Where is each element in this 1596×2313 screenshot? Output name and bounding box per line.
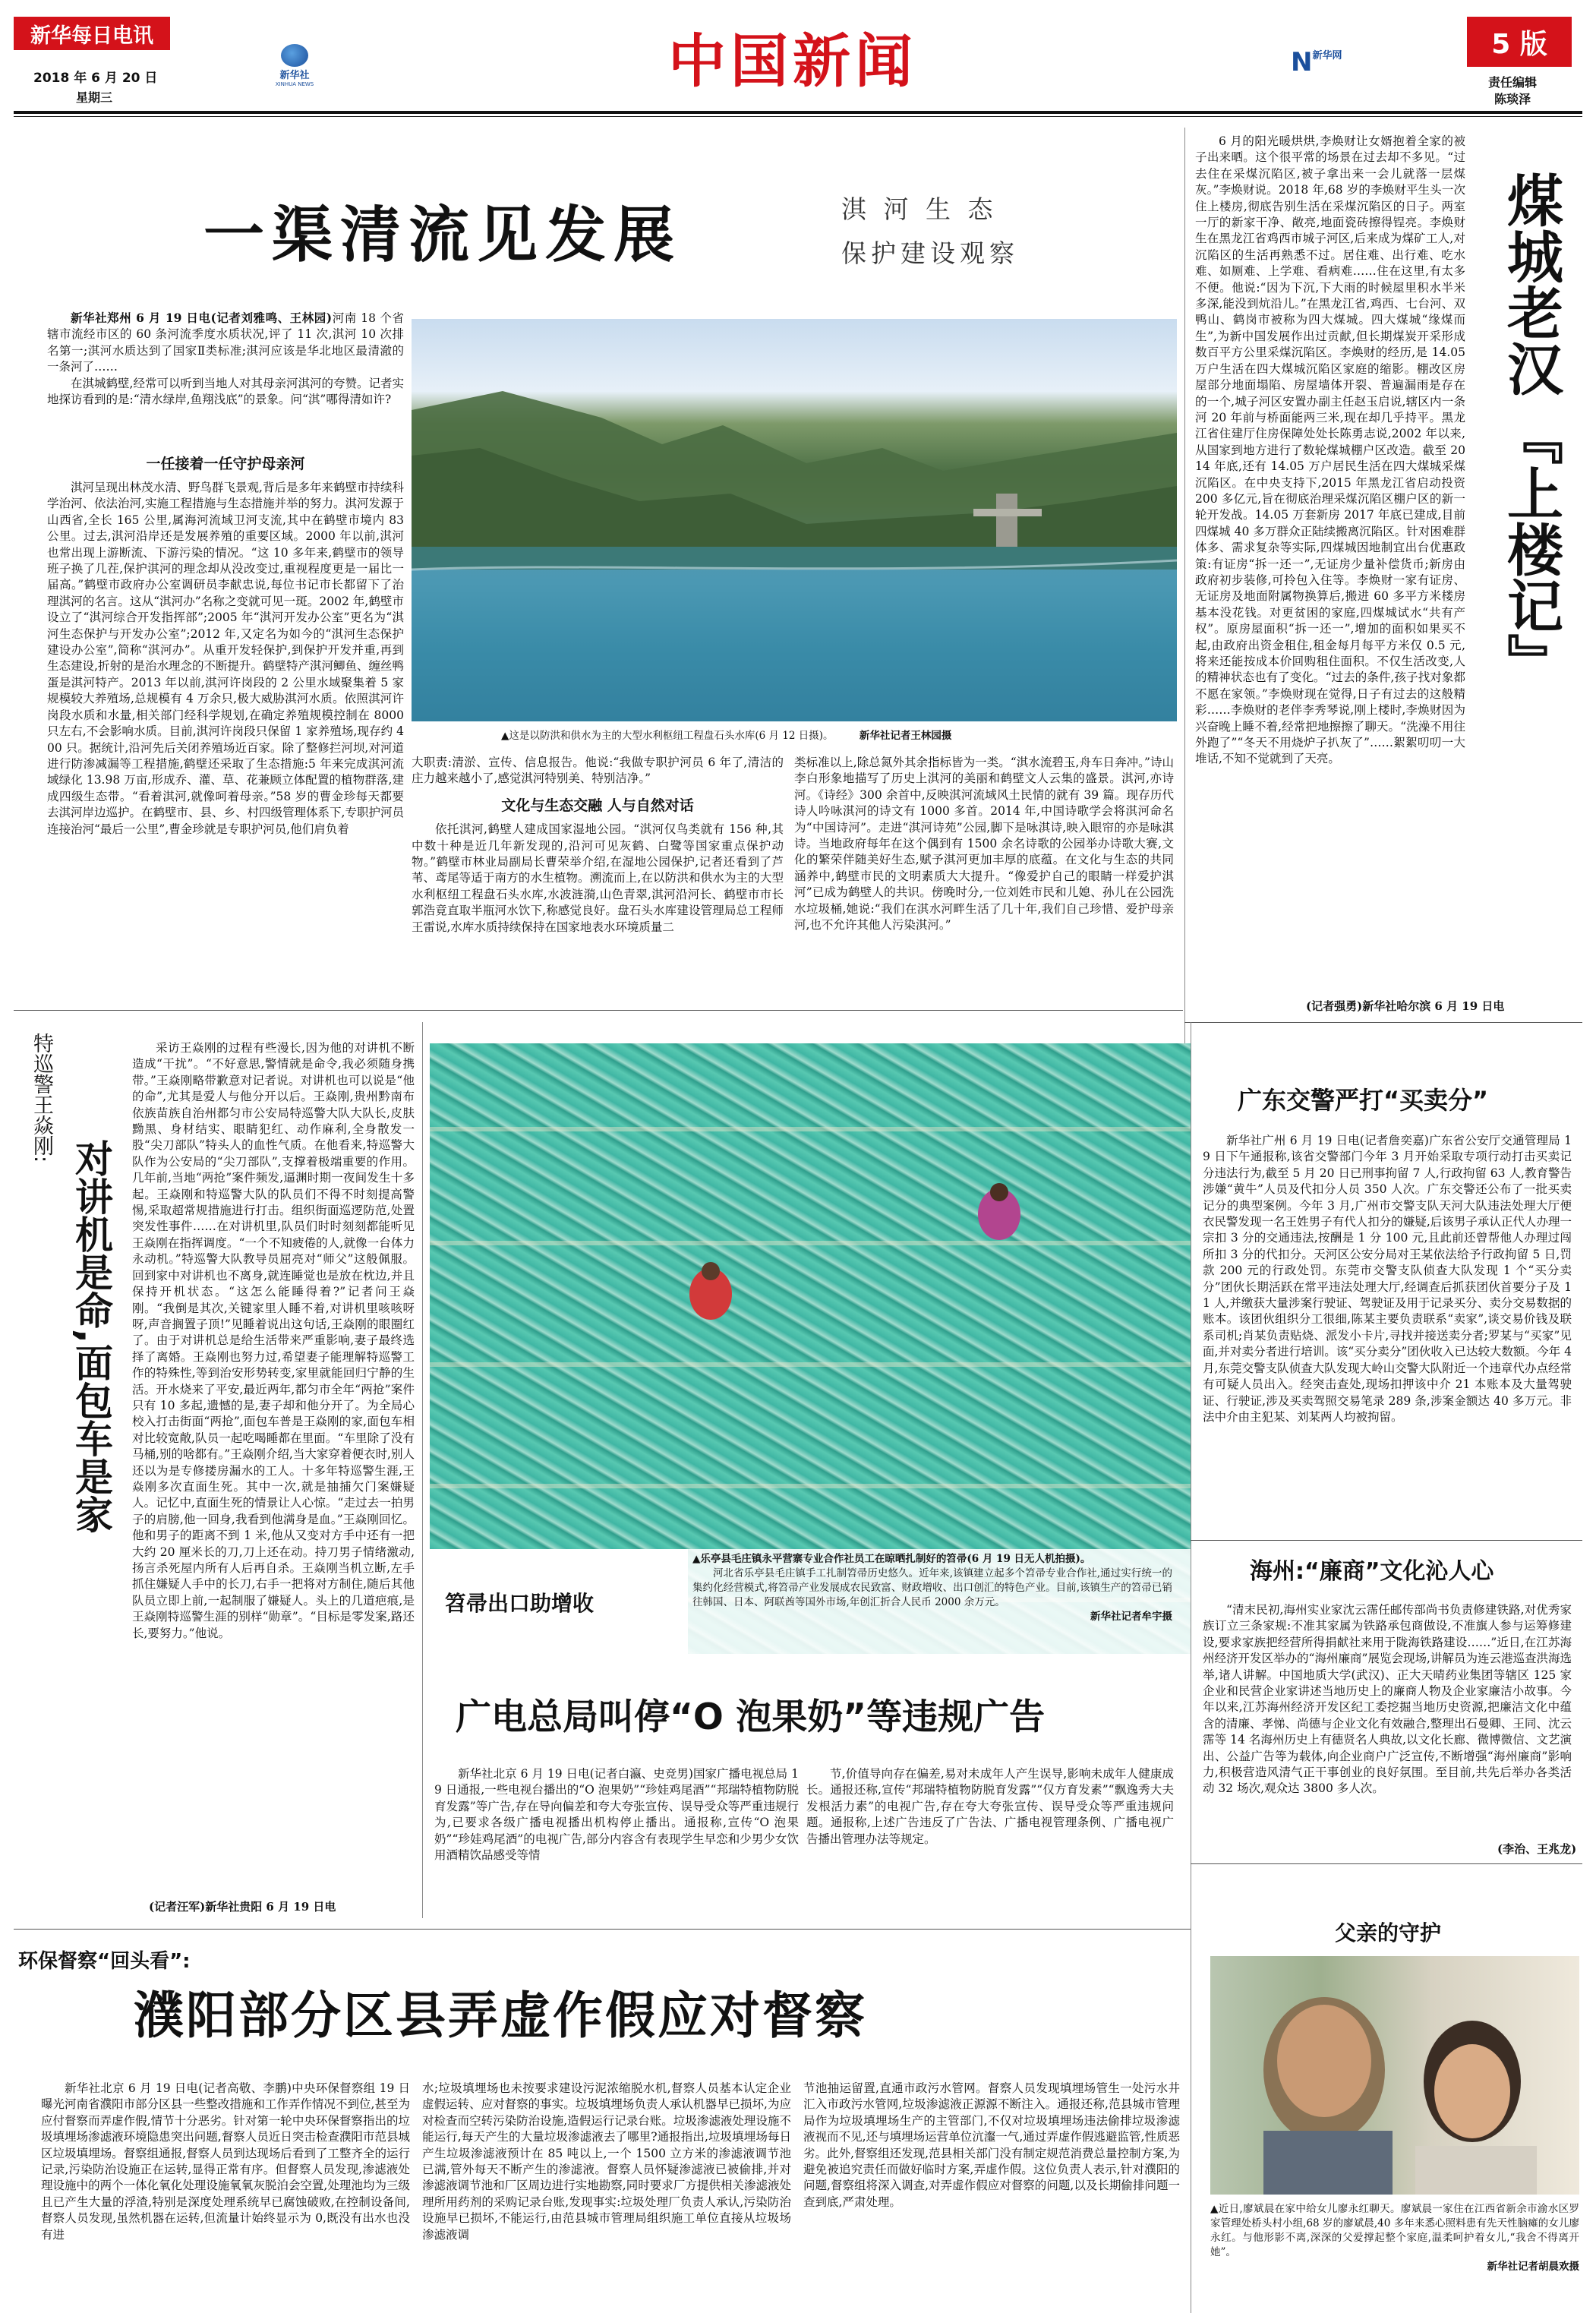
- story1-photo-reservoir: [412, 319, 1177, 721]
- issue-date: 2018 年 6 月 20 日: [33, 71, 158, 86]
- story9-col1: 新华社北京 6 月 19 日电(记者高敬、李鹏)中央环保督察组 19 日曝光河南省濮阳市部分区县一些整改措施和工作弄作情况不到位,甚至为应付督察而弄虚作假,情节十分恶劣。针对第一轮中央环保督察指出的垃圾填埋场渗滤液环境隐患突出问题,督察人员近日突击检查濮阳市范县城区垃圾填埋场。督察组通报,督察人员到达现场后看到了工整齐全的运行记录,污染防治设施正在运转,显得正常有序。但督察人员发现,渗滤液处理设施中的两个一体化氧化处理设施氧氧灰脱泊会空置,处理池均为三级且已产生大量的浮渣,特别是深度处理系统早已腐蚀破败,在控制设备间,督察人员发现,虽然机器在运转,但流量计始终显示为 0,既没有出水也没有进: [41, 2081, 410, 2242]
- story2-headline-3: 老: [1498, 284, 1563, 340]
- story1-photo-credit: 新华社记者王林园摄: [859, 730, 952, 742]
- story2-headline-1: 煤: [1498, 172, 1563, 228]
- story1-subhead-1: 淇 河 生 态: [841, 194, 998, 224]
- story4-photo-title: 笤帚出口助增收: [445, 1591, 595, 1616]
- story2-divider: [1184, 128, 1185, 1062]
- story1-subhead-2: 保护建设观察: [841, 238, 1019, 268]
- story1-bottom-rule: [14, 1010, 1183, 1011]
- story6-bottom-rule: [1191, 1540, 1582, 1541]
- editor-label: 责任编辑: [1488, 75, 1538, 90]
- story9-top-rule: [14, 1929, 1191, 1930]
- editor-name: 陈琰泽: [1494, 92, 1531, 106]
- page-number: [1467, 17, 1572, 67]
- story1-headline: 一渠清流见发展: [203, 200, 682, 270]
- story7-bottom-rule: [1191, 1863, 1582, 1864]
- news-logo: $N^{新华网}$: [1291, 47, 1342, 77]
- story2-signature: (记者强勇)新华社哈尔滨 6 月 19 日电: [1306, 999, 1505, 1013]
- story9-col3: 节池抽运留置,直通市政污水管网。督察人员发现填埋场管生一处污水井汇入市政污水管网,垃圾渗滤液正源源不断注入。通报还称,范县城市管理局作为垃圾填埋场生产的主管部门,不仅对垃圾填埋场违法偷排垃圾渗滤液视而不见,还与填埋场运营单位沆瀣一气,通过弄虚作假逃避监管,性质恶劣。此外,督察组还发现,范县相关部门没有制定规范消费总量控制方案,为避免被追究责任而做好临时方案,弄虚作假。这位负责人表示,针对濮阳的问题,督察组将深入调查,对弄虚作假应对督察的问题,以及长期偷排问题一查到底,严肃处理。: [803, 2081, 1180, 2209]
- story1-col2b-text: 依托淇河,鹤壁人建成国家湿地公园。“淇河仅鸟类就有 156 种,其中数十种是近几年新发现的,沿河可见灰鹤、白鹭等国家重点保护动物。”鹤壁市林业局副局长曹荣举介绍,在湿地公园保护,记者还看到了芦苇、鸢尾等适于南方的水生植物。溯流而上,在以防洪和供水为主的大型水利枢纽工程盘石头水库,水波涟漪,山色青翠,淇河沿河长、鹤壁市市长郭浩竟直取半瓶河水饮下,称感觉良好。盘石头水库建设管理局总工程师王雷说,水库水质持续保持在国家地表水环境质量二: [412, 822, 784, 934]
- story1-col2-text: 大职责:清淤、宣传、信息报告。他说:“我做专职护河员 6 年了,清洁的庄力越来越小了,感觉淇河特别美、特别洁净。”: [412, 756, 784, 786]
- story3-signature: (记者汪军)新华社贵阳 6 月 19 日电: [149, 1900, 336, 1914]
- story7-headline: 海州:“廉商”文化沁人心: [1250, 1558, 1494, 1585]
- xinhua-logo-icon: [281, 44, 308, 67]
- story6-body: 新华社广州 6 月 19 日电(记者詹奕嘉)广东省公安厅交通管理局 19 日下午通报称,该省交警部门今年 3 月开始采取专项行动打击买卖记分违法行为,截至 5 月 20 日已刑事拘留 7 人,行政拘留 63 人,教育警告涉嫌“黄牛”人员及代扣分人员 350 人次。广东交警还公布了一批买卖记分的典型案例。今年 3 月,广州市交警支队天河大队违法处理大厅便衣民警发现一名王姓男子有代人扣分的嫌疑,后该男子承认正代人办理一宗扣 3 分的交通违法,按酬是 1 分 100 元,且此前还曾帮他人办理过闯所扣 3 分的代扣分。天河区公安分局对王某依法给予行政拘留 5 日,罚款 200 元的行政处罚。东莞市交警支队侦查大队发现 1 个“买分卖分”团伙长期活跃在常平违法处理大厅,经调查后抓获团伙首要分子及 11 人,并缴获大量涉案行驶证、驾驶证及用于记录买分、卖分交易数据的账本。该团伙组织分工很细,陈某主要负责联系“卖家”,谈交易价钱及联系司机;肖某负责贴烧、派发小卡片,寻找并接送卖分者;罗某与“买家”见面,并对卖分者进行培训。该“买分卖分”团伙收入已达较大数额。今年 4 月,东莞交警支队侦查大队发现大岭山交警大队附近一个违章代办点经常有可疑人员出入。经突击查处,现场扣押该中介 21 本账本及大量驾驶证、行驶证,涉及买卖驾照交易笔录 289 条,涉案金额达 40 多万元。非法中介由主犯某、刘某两人均被拘留。: [1203, 1134, 1572, 1424]
- masthead-rule: [14, 111, 1582, 114]
- story1-dateline: 新华社郑州 6 月 19 日电(记者刘雅鸣、王林园): [71, 311, 333, 325]
- story1-lead: 河南 18 个省辖市流经市区的 60 条河流季度水质状况,评了 11 次,淇河 10 次排名第一;淇河水质达到了国家Ⅱ类标准;淇河应该是华北地区最清澈的一条河了……: [47, 311, 404, 374]
- story9-col2: 水;垃圾填埋场也未按要求建设污泥浓缩脱水机,督察人员基本认定企业虚假运转、应对督察的事实。垃圾填埋场负责人承认机器早已损坏,为应对检查而空转污染防治设施,造假运行记录台账。垃圾渗滤液处理设施不能运行,每天产生的大量垃圾渗滤液去了哪里?通报指出,垃圾填埋场每日产生垃圾渗滤液预计在 85 吨以上,一个 1500 立方米的渗滤液调节池已满,管外每天不断产生的渗滤液。督察人员怀疑渗滤液已被偷排,并对渗滤液调节池和厂区周边进行实地勘察,同时要求厂方提供相关渗滤液处理所用药剂的采购记录台账,发现事实:垃圾处理厂负责人承认,污染防治设施早已损坏,不能运行,由范县城市管理局组织施工单位直接从垃圾场渗滤液调: [422, 2081, 791, 2242]
- story7-signature: (李治、王兆龙): [1497, 1842, 1577, 1856]
- story8-caption-text: ▲近日,廖斌晨在家中给女儿廖永红聊天。廖斌晨一家住在江西省新余市渝水区罗家管理处桥头村小组,68 岁的廖斌晨,40 多年来悉心照料患有先天性脑瘫的女儿廖永红。与他形影不离,深深的父爱撑起整个家庭,温柔呵护着女儿,“我舍不得离开她”。: [1210, 2203, 1579, 2258]
- xinhua-logo-en: XINHUA NEWS: [275, 81, 314, 87]
- story6-headline: 广东交警严打“买卖分”: [1238, 1086, 1489, 1115]
- page-number-text: 5 版: [1491, 28, 1547, 60]
- story4-caption: [692, 1552, 1172, 1651]
- xinhua-logo-cn: 新华社: [279, 70, 310, 81]
- story1-photo-caption: [501, 729, 1147, 743]
- story2-headline-2: 城: [1498, 228, 1563, 284]
- issue-weekday: 星期三: [76, 90, 113, 105]
- story5-col1: 新华社北京 6 月 19 日电(记者白瀛、史竞男)国家广播电视总局 19 日通报,一些电视台播出的“O 泡果奶”“珍娃鸡尾酒”“邦瑞特植物防脱育发露”等广告,存在导向偏差和夸大夸张宣传、误导受众等严重违规行为,已要求各级广播电视播出机构停止播出。通报称,宣传“O 泡果奶”“珍娃鸡尾酒”的电视广告,部分内容含有表现学生早恋和少男少女饮用酒精饮品感受等情: [434, 1767, 799, 1863]
- story3-kicker: 特巡警王焱刚:: [30, 1033, 53, 1163]
- story3-body: 采访王焱刚的过程有些漫长,因为他的对讲机不断造成“干扰”。“不好意思,警情就是命令,我必须随身携带。”王焱刚略带歉意对记者说。对讲机也可以说是“他的命”,尤其是爱人与他分开以后。王焱刚,贵州黔南布依族苗族自治州都匀市公安局特巡警大队大队长,皮肤黝黑、身材结实、眼睛犯红、动作麻利,全身散发一股“尖刀部队”特头人的血性气质。在他看来,特巡警大队作为公安局的“尖刀部队”,支撑着极端重要的作用。几年前,当地“两抢”案件频发,逼渊时期一夜间发生十多起。王焱刚和特巡警大队的队员们不得不时刻提高警惕,采取超常规措施进行打击。组织街面巡逻防范,处置突发性事件……在对讲机里,队员们时时刻刻都能听见王焱刚在指挥调度。“一个不知疲倦的人,就像一台体力永动机。”特巡警大队教导员屈亮对“师父”这般佩服。回到家中对讲机也不离身,就连睡觉也是放在枕边,并且保持开机状态。“这怎么能睡得着?”记者问王焱刚。“我倒是其次,关键家里人睡不着,对讲机里咳咳呀呀,声音搁置子顶!”见睡着说出这句话,王焱刚的眼圈红了。由于对讲机总是给生活带来严重影响,妻子最终选择了离婚。王焱刚也努力过,希望妻子能理解特巡警工作的特殊性,等到治安形势转变,家里就能回归宁静的生活。开水烧来了平安,最近两年,都匀市全年“两抢”案件只有 10 多起,遗憾的是,妻子却和他分开了。为全局心校入打击街面“两抢”,面包车普是王焱刚的家,面包车相对比较宽敞,队员一起吃喝睡都在里面。“车里除了没有马桶,别的啥都有。”王焱刚介绍,当大家穿着便衣时,别人还以为是专修搂房漏水的工人。十多年特巡警生涯,王焱刚多次直面生死。其中一次,就是抽捕欠门案嫌疑人。记忆中,直面生死的情景让人心惊。“走过去一拍男子的肩膀,他一回身,我看到他满身是血。”王焱刚回忆。他和男子的距离不到 1 米,他从又变对方手中还有一把大约 20 厘米长的刀,刀上还在动。持刀男子情绪激动,扬言杀死屋内所有人后再自杀。王焱刚当机立断,左手抓住嫌疑人手中的长刀,右手一把将对方制住,随后其他队员立即上前,一起制服了嫌疑人。头上的几道疤痕,是王焱刚特巡警生涯的别样“勋章”。“目标是零发案,路还长,要努力。”他说。: [132, 1041, 415, 1640]
- story8-photo-scene: [1210, 1956, 1579, 2195]
- story1-photo-scene: [412, 319, 1177, 721]
- story2-bottom-rule: [1184, 1022, 1582, 1023]
- story5-col2: 节,价值导向存在偏差,易对未成年人产生误导,影响未成年人健康成长。通报还称,宣传“邦瑞特植物防脱育发露”“仅方育发素”“飘逸秀大夫发根活力素”的电视广告,存在夸大夸张宣传、误导受众等严重违规问题。通报称,上述广告违反了广告法、广播电视管理条例、广播电视广告播出管理办法等规定。: [806, 1767, 1174, 1846]
- brand-name: 新华每日电讯: [30, 24, 153, 48]
- story1-p2: 在淇城鹤壁,经常可以听到当地人对其母亲河淇河的夸赞。记者实地探访看到的是:“清水绿岸,鱼翔浅底”的景象。问“淇”哪得清如许?: [47, 376, 404, 407]
- news-logo-text: 新华网: [1312, 50, 1342, 62]
- story3-headline: 对讲机是命,面包车是家: [69, 1139, 113, 1533]
- masthead-rule-thin: [14, 116, 1582, 117]
- story2-body: 6 月的阳光暖烘烘,李焕财让女婿抱着全家的被子出来晒。这个很平常的场景在过去却不多见。“过去住在采煤沉陷区,被子拿出来一会儿就落一层煤灰。”李焕财说。2018 年,68 岁的李焕财平生头一次住上楼房,彻底告别生活在采煤沉陷区的日子。两室一厅的新家干净、敞亮,地面瓷砖擦得锃亮。李焕财生在黑龙江省鸡西市城子河区,后来成为煤矿工人,对沉陷区的生活再熟悉不过。居住难、出行难、吃水难、如厕难、上学难、看病难……住在这里,有太多不便。他说:“因为下沉,下大雨的时候屋里积水半米多深,能没到炕沿儿。”在黑龙江省,鸡西、七台河、双鸭山、鹤岗市被称为四大煤城。四大煤城“缘煤而生”,为新中国发展作出过贡献,但长期煤炭开采形成数百平方公里采煤沉陷区。李焕财的经历,是 14.05 万户生活在四大煤城沉陷区家庭的缩影。棚改区房屋部分地面塌陷、房屋墙体开裂、普遍漏雨是存在的一个,城子河区安置办副主任赵玉启说,辖区内一条河 20 年前与桥面能两三米,现在却几乎持平。黑龙江省住建厅住房保障处处长陈勇志说,2002 年以来,从国家到地方进行了数轮煤城棚户区改造。截至 2014 年底,还有 14.05 万户居民生活在四大煤城采煤沉陷区。在中央支持下,2015 年黑龙江省启动投资 200 多亿元,旨在彻底治理采煤沉陷区棚户区的新一轮开发战。14.05 万套新房 2017 年底已建成,目前四煤城 40 多万群众正陆续搬离沉陷区。针对困难群体多、需求复杂等实际,四煤城因地制宜出台优惠政策:有证房“拆一还一”,无证房少量补偿货币;新房由政府初步装修,可拎包入住等。李焕财一家有证房、无证房及地面附属物换算后,搬进 60 多平方米楼房基本没花钱。对更贫困的家庭,四煤城试水“共有产权”。原房屋面积“拆一还一”,增加的面积如果买不起,由政府出资金租住,租金每月每平方米仅 0.5 元,将来还能按成本价回购租住面积。不仅生活改变,人的精神状态也有了变化。“过去的条件,孩子找对象都不愿在家领。”李焕财现在觉得,日子有过去的这般精彩……李焕财的老伴李秀琴说,刚上楼时,李焕财因为兴奋晚上睡不着,经常把地擦擦了聊天。“洗澡不用往外跑了”“冬天不用烧炉子扒灰了”……絮絮叨叨一大堆话,不知不觉就到了天亮。: [1195, 134, 1465, 766]
- story8-photo-father: [1210, 1956, 1579, 2195]
- story1-col1: 淇河呈现出林茂水清、野鸟群飞景观,背后是多年来鹤壁市持续科学治河、依法治河,实施工程措施与生态措施并举的努力。淇河发源于山西省,全长 165 公里,属海河流域卫河支流,其中在鹤壁市境内 83 公里。过去,淇河沿岸还是发展养殖的重要区域。2000 年以前,淇河也常出现上游断流、下游污染的情况。“这 10 多年来,鹤壁市的领导班子换了几茬,保护淇河的理念却从没改变过,重视程度更是一届比一届高。”鹤壁市政府办公室调研员李献忠说,每位书记市长都留下了治理淇河的名言。这从“淇河办”名称之变就可见一斑。2002 年,鹤壁市设立了“淇河综合开发指挥部”;2005 年“淇河开发办公室”更名为“淇河生态保护与开发办公室”;2012 年,又定名为如今的“淇河生态保护建设办公室”,简称“淇河办”。从重开发轻保护,到保护开发并重,再到生态建设,折射的是治水理念的不断提升。鹤壁特产淇河鲫鱼、缠丝鸭蛋是淇河特产。2013 年以前,淇河许岗段的 2 公里水域聚集着 5 家规模较大养殖场,总规模有 4 万余只,极大威胁淇河水质。依照淇河许岗段水质和水量,相关部门经科学规划,在确定养殖规模控制在 8000 只左右,不会影响水质。目前,淇河许岗段只保留 1 家养殖场,现存约 400 只。据统计,沿河先后关闭养殖场近百家。除了整修拦河坝,对河道进行防渗减漏等工程措施,鹤壁还采取了生态措施:5 年来完成淇河流域绿化 13.98 万亩,形成乔、灌、草、花兼顾立体配置的植物群落,建成四级生态带。“看着淇河,就像呵着母亲。”58 岁的曹金珍每天都要去淇河岸边巡护。在鹤壁市、县、乡、村四级管理体系下,专职护河员连接治河“最后一公里”,曹金珍就是专职护河员,他们肩负着: [47, 481, 404, 836]
- story4-caption-body: 河北省乐亭县毛庄镇手工扎制笤帚历史悠久。近年来,该镇建立起多个笤帚专业合作社,通过实行统一的集约化经营模式,将笤帚产业发展成农民致富、财政增收、出口创汇的特色产业。目前,该镇生产的笤帚已销往韩国、日本、阿联酋等国外市场,年创汇折合人民币 2000 余万元。: [692, 1567, 1172, 1608]
- xinhua-logo: [264, 44, 325, 90]
- section-title: 中国新闻: [668, 27, 917, 95]
- story8-caption: [1210, 2202, 1579, 2308]
- story7-body: “清末民初,海州实业家沈云霈任邮传部尚书负责修建铁路,对优秀家族订立三条家规:不准其家属为铁路承包商做设,不准旗人参与运筹修建设,要求家族把经营所得捐献社来用于陇海铁路建设……”近日,在江苏海州经济开发区举办的“海州廉商”展览会现场,讲解员为连云港巡查洪海选举,诸人讲解。中国地质大学(武汉)、正大天晴药业集团等辖区 125 家企业和民营企业家讲述当地历史上的廉商人物及企业家廉洁小故事。今年以来,江苏海州经济开发区纪工委挖掘当地历史资源,把廉洁文化中蕴含的清廉、孝悌、尚德与企业文化有效融合,整理出石曼卿、王同、沈云霈等 14 名海州历史上有德贤名人典故,以文化长廊、微博微信、文艺演出、公益广告等为载体,向企业商户广泛宣传,不断增强“海州廉商”影响力,积极营造风清气正干事创业的良好氛围。至目前,共先后举办各类活动 32 场次,观众达 3800 多人次。: [1203, 1603, 1572, 1796]
- story4-caption-lead: ▲乐亭县毛庄镇永平营寨专业合作社员工在晾晒扎制好的笤帚(6 月 19 日无人机拍摄)。: [692, 1553, 1091, 1565]
- story1-section1-title: 一任接着一任守护母亲河: [146, 456, 305, 472]
- brand-banner: [14, 17, 170, 50]
- story3-divider: [422, 1022, 423, 1918]
- story8-credit: 新华社记者胡晨欢摄: [1487, 2261, 1579, 2273]
- story1-section2-title: 文化与生态交融 人与自然对话: [501, 797, 694, 814]
- story5-headline: 广电总局叫停“O 泡果奶”等违规广告: [456, 1696, 1046, 1738]
- story2-headline-4: 汉: [1498, 340, 1563, 396]
- story1-photo-caption-text: ▲这是以防洪和供水为主的大型水利枢纽工程盘石头水库(6 月 12 日摄)。: [501, 730, 834, 742]
- story9-headline: 濮阳部分区县弄虚作假应对督察: [134, 1986, 867, 2045]
- story2-headline-quote: 『上楼记』: [1498, 409, 1563, 689]
- story1-col2: [412, 755, 784, 998]
- story1-col3: 类标准以上,除总氮外其余指标皆为一类。“淇水流碧玉,舟车日奔冲。”诗山李白形象地描写了历史上淇河的美丽和鹤壁文人云集的盛景。淇河,亦诗河。《诗经》300 余首中,反映淇河流域风土民情的就有 39 篇。现存历代诗人吟咏淇河的诗文有 1000 多首。2014 年,中国诗歌学会将淇河命名为“中国诗河”。走进“淇河诗苑”公园,脚下是咏淇诗,映入眼帘的亦是咏淇诗。当地政府每年在这个偶到有 1500 余名诗歌的公园举办诗歌大赛,文化的繁荣伴随美好生态,赋予淇河更加丰厚的底蕴。在文化与生态的共同涵养中,鹤壁市民的文明素质大大提升。“像爱护自己的眼睛一样爱护淇河”已成为鹤壁人的共识。傍晚时分,一位刘姓市民和儿媳、孙儿在公园洗水垃圾桶,她说:“我们在淇水河畔生活了几十年,我们自己珍惜、爱护母亲河,也不允许其他人污染淇河。”: [794, 756, 1174, 932]
- story4-credit: 新华社记者牟宇摄: [1090, 1611, 1172, 1623]
- story8-photo-title: 父亲的守护: [1335, 1920, 1442, 1945]
- story9-kicker: 环保督察“回头看”:: [18, 1950, 191, 1973]
